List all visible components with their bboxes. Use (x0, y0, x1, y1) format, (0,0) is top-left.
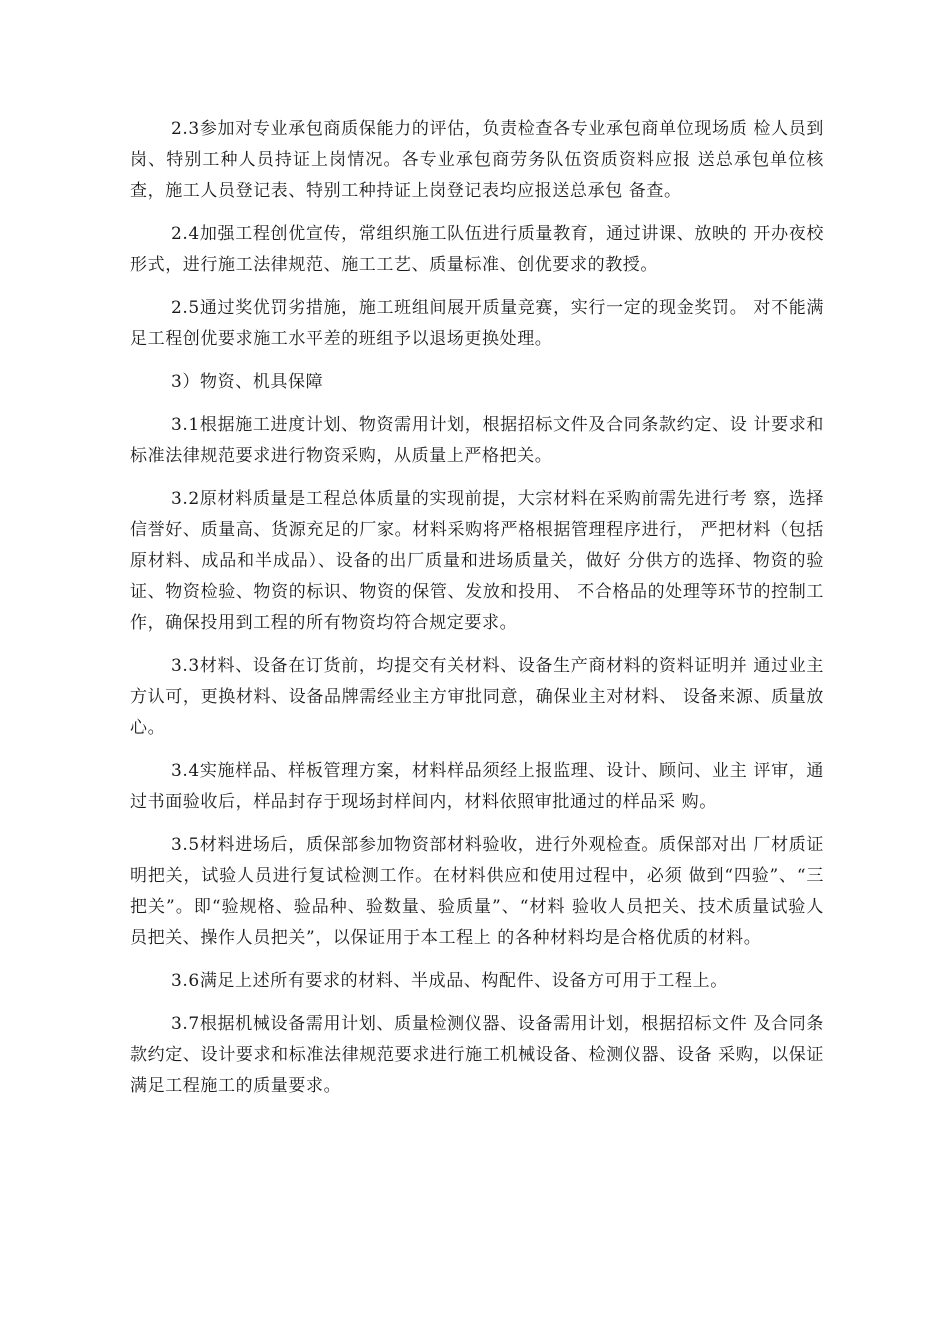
paragraph-3-7: 3.7根据机械设备需用计划、质量检测仪器、设备需用计划，根据招标文件 及合同条款约定、设计要求和标准法律规范要求进行施工机械设备、检测仪器、设备 采购，以保证满足工程施工的质量要求。 (130, 1014, 824, 1096)
paragraph-2-3: 2.3参加对专业承包商质保能力的评估，负责检查各专业承包商单位现场质 检人员到岗、特别工种人员持证上岗情况。各专业承包商劳务队伍资质资料应报 送总承包单位核查，施工人员登记表、特别工种持证上岗登记表均应报送总承包 备查。 (130, 119, 824, 201)
paragraph-3-6: 3.6满足上述所有要求的材料、半成品、构配件、设备方可用于工程上。 (171, 971, 728, 991)
paragraph-3-5: 3.5材料进场后，质保部参加物资部材料验收，进行外观检查。质保部对出 厂材质证明把关，试验人员进行复试检测工作。在材料供应和使用过程中，必须 做到“四验”、“三把关”。即“验规格、验品种、验数量、验质量”、“材料 验收人员把关、技术质量试验人员把关、操作人员把关”，以保证用于本工程上 的各种材料均是合格优质的材料。 (130, 835, 824, 948)
paragraph-3-1: 3.1根据施工进度计划、物资需用计划，根据招标文件及合同条款约定、设 计要求和标准法律规范要求进行物资采购，从质量上严格把关。 (130, 415, 824, 466)
paragraph-3-3: 3.3材料、设备在订货前，均提交有关材料、设备生产商材料的资料证明并 通过业主方认可，更换材料、设备品牌需经业主方审批同意，确保业主对材料、 设备来源、质量放心。 (130, 656, 824, 738)
section-heading-materials-equipment: 3）物资、机具保障 (171, 372, 324, 392)
paragraph-3-2: 3.2原材料质量是工程总体质量的实现前提，大宗材料在采购前需先进行考 察，选择信誉好、质量高、货源充足的厂家。材料采购将严格根据管理程序进行， 严把材料（包括原材料、成品和半成品）、设备的出厂质量和进场质量关，做好 分供方的选择、物资的验证、物资检验、物资的标识、物资的保管、发放和投用、 不合格品的处理等环节的控制工作，确保投用到工程的所有物资均符合规定要求。 (130, 489, 824, 633)
paragraph-3-4: 3.4实施样品、样板管理方案，材料样品须经上报监理、设计、顾问、业主 评审，通过书面验收后，样品封存于现场封样间内，材料依照审批通过的样品采 购。 (130, 761, 824, 812)
document-body (130, 114, 824, 1114)
paragraph-2-4: 2.4加强工程创优宣传，常组织施工队伍进行质量教育，通过讲课、放映的 开办夜校形式，进行施工法律规范、施工工艺、质量标准、创优要求的教授。 (130, 224, 824, 275)
paragraph-2-5: 2.5通过奖优罚劣措施，施工班组间展开质量竞赛，实行一定的现金奖罚。 对不能满足工程创优要求施工水平差的班组予以退场更换处理。 (130, 298, 824, 349)
